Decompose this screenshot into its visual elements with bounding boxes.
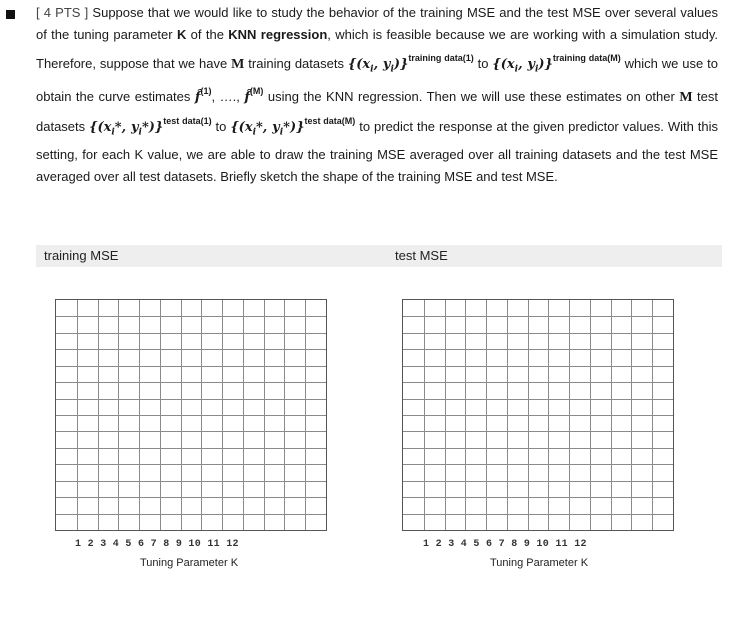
bullet-marker xyxy=(6,10,15,19)
test-xlabel: Tuning Parameter K xyxy=(490,557,589,569)
test-set-1: {($x_i*$, $y_i*)\}^{test data(1)}$ xyxy=(89,115,212,138)
question-text: [ 4 PTS ] Suppose that we would like to study the behavior of the training MSE and the test MSE over several values of the tuning parameter K of the KNN regression, which is feasible because we are working with a simulation study. Therefore, suppose that we have M training datasets {($x_i$, $y_i)\}^{training data(1)}$ to {($x_i$, $y_i)\}^{training data(M)}$ which we use to obtain the curve estimates f̂$^{(1)}$, …., f̂$^{(M)}$ using the KNN regression. Then we will use these estimates on other M test datasets {($x_i*$, $y_i*)\}^{test data(1)}$ to {($x_i*$, $y_i*)\}^{test data(M)}$ to predict the response at the given predictor values. With this setting, for each K value, we are able to draw the training MSE averaged over all training datasets and the test MSE averaged over all test datasets. Briefly sketch the shape of the training MSE and test MSE. xyxy=(36,5,718,184)
test-k-ticks: 1 2 3 4 5 6 7 8 9 10 11 12 xyxy=(423,539,587,550)
panel-header-bar xyxy=(36,245,722,267)
points-label: [ 4 PTS ] xyxy=(36,5,89,20)
fhat-M: f̂$^{(M)}$ xyxy=(244,86,264,106)
test-mse-grid[interactable] xyxy=(402,299,674,531)
test-mse-title: test MSE xyxy=(395,248,448,263)
training-mse-title: training MSE xyxy=(44,248,119,263)
fhat-1: f̂$^{(1)}$ xyxy=(194,86,212,106)
training-mse-grid[interactable] xyxy=(55,299,327,531)
training-k-ticks: 1 2 3 4 5 6 7 8 9 10 11 12 xyxy=(75,539,239,550)
train-set-1: {($x_i$, $y_i)\}^{training data(1)}$ xyxy=(347,52,474,75)
test-set-M: {($x_i*$, $y_i*)\}^{test data(M)}$ xyxy=(230,115,356,138)
training-xlabel: Tuning Parameter K xyxy=(140,557,239,569)
train-set-M: {($x_i$, $y_i)\}^{training data(M)}$ xyxy=(492,52,621,75)
